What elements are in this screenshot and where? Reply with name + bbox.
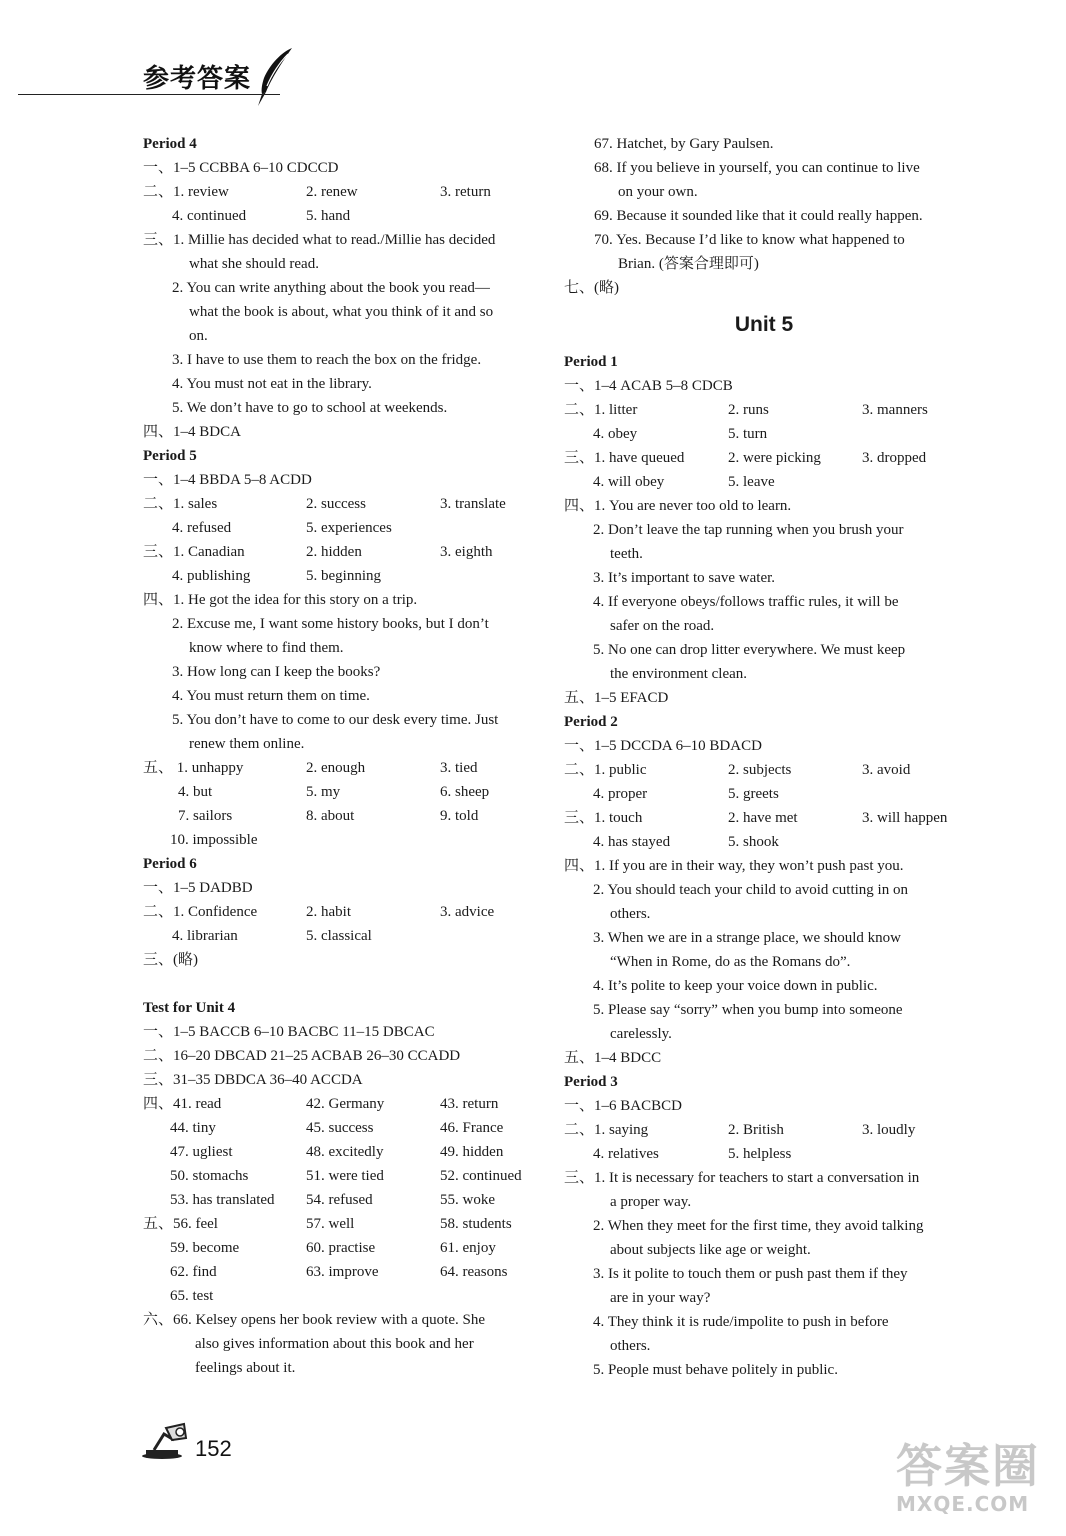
answer-line: 4. If everyone obeys/follows traffic rules, it will be	[593, 594, 899, 610]
answer-cell: 2. were picking	[728, 450, 821, 466]
answer-line: 二、16–20 DBCAD 21–25 ACBAB 26–30 CCADD	[143, 1048, 461, 1064]
answer-cell: 5. beginning	[306, 568, 381, 584]
answer-grid-row	[564, 422, 964, 446]
watermark	[896, 1440, 1056, 1530]
answer-line: 五、1–4 BDCC	[564, 1050, 662, 1066]
right-column	[564, 132, 964, 1382]
answer-line: renew them online.	[189, 736, 305, 752]
answer-cell: 3. eighth	[440, 544, 493, 560]
answer-cell: 二、1. litter	[564, 402, 638, 418]
answer-cell: 65. test	[170, 1288, 214, 1304]
answer-cell: 51. were tied	[306, 1168, 384, 1184]
answer-grid-row	[143, 756, 543, 780]
unit-heading: Unit 5	[734, 313, 794, 336]
answer-grid-row	[143, 1212, 543, 1236]
pen-icon	[252, 46, 296, 108]
answer-grid-row	[143, 900, 543, 924]
answer-grid-row	[143, 1188, 543, 1212]
answer-cell: 4. but	[178, 784, 213, 800]
answer-grid-row	[564, 1118, 964, 1142]
answer-cell: 54. refused	[306, 1192, 373, 1208]
answer-line: 一、1–4 BBDA 5–8 ACDD	[143, 472, 312, 488]
answer-grid-row	[143, 924, 543, 948]
answer-line: 一、1–5 DADBD	[143, 880, 253, 896]
answer-line: teeth.	[610, 546, 643, 562]
answer-cell: 4. has stayed	[593, 834, 671, 850]
answer-cell: 2. habit	[306, 904, 351, 920]
answer-cell: 2. runs	[728, 402, 769, 418]
answer-grid-row	[143, 1092, 543, 1116]
answer-grid-row	[143, 204, 543, 228]
answer-cell: 3. dropped	[862, 450, 927, 466]
answer-cell: 62. find	[170, 1264, 217, 1280]
answer-cell: 3. translate	[440, 496, 506, 512]
answer-cell: 4. obey	[593, 426, 638, 442]
answer-grid-row	[564, 446, 964, 470]
answer-cell: 44. tiny	[170, 1120, 216, 1136]
answer-cell: 2. enough	[306, 760, 366, 776]
answer-line: 3. Is it polite to touch them or push past them if they	[593, 1266, 908, 1282]
answer-cell: 4. relatives	[593, 1146, 659, 1162]
answer-grid-row	[143, 1116, 543, 1140]
answer-line: 5. Please say “sorry” when you bump into someone	[593, 1002, 903, 1018]
answer-cell: 2. subjects	[728, 762, 792, 778]
answer-cell: 4. publishing	[172, 568, 251, 584]
answer-cell: 五、 1. unhappy	[143, 760, 244, 776]
period-heading: Period 2	[564, 714, 618, 730]
answer-grid-row	[143, 804, 543, 828]
answer-cell: 4. proper	[593, 786, 648, 802]
answer-line: the environment clean.	[610, 666, 748, 682]
answer-line: 2. You can write anything about the book you read—	[172, 280, 490, 296]
period-heading: Period 4	[143, 136, 197, 152]
answer-line: also gives information about this book and her	[195, 1336, 474, 1352]
answer-line: 4. You must not eat in the library.	[172, 376, 372, 392]
answer-cell: 50. stomachs	[170, 1168, 249, 1184]
answer-line: 七、(略)	[564, 280, 619, 296]
period-heading: Test for Unit 4	[143, 1000, 236, 1016]
answer-cell: 4. librarian	[172, 928, 238, 944]
answer-cell: 3. return	[440, 184, 491, 200]
answer-cell: 5. experiences	[306, 520, 392, 536]
answer-line: 4. It’s polite to keep your voice down in public.	[593, 978, 878, 994]
answer-cell: 2. hidden	[306, 544, 362, 560]
answer-grid-row	[564, 470, 964, 494]
answer-line: are in your way?	[610, 1290, 711, 1306]
answer-cell: 3. will happen	[862, 810, 948, 826]
answer-cell: 59. become	[170, 1240, 240, 1256]
header-rule	[18, 94, 280, 95]
page-number: 152	[195, 1436, 232, 1461]
answer-line: about subjects like age or weight.	[610, 1242, 811, 1258]
answer-line: 三、1. It is necessary for teachers to start a conversation in	[564, 1170, 920, 1186]
answer-cell: 5. my	[306, 784, 341, 800]
answer-line: 一、1–5 DCCDA 6–10 BDACD	[564, 738, 762, 754]
answer-cell: 61. enjoy	[440, 1240, 496, 1256]
answer-cell: 四、41. read	[143, 1096, 222, 1112]
watermark-line-2: MXQE.COM	[896, 1492, 1030, 1516]
answer-line: 2. When they meet for the first time, they avoid talking	[593, 1218, 924, 1234]
answer-line: 三、(略)	[143, 952, 198, 968]
answer-line: 三、31–35 DBDCA 36–40 ACCDA	[143, 1072, 363, 1088]
period-heading: Period 6	[143, 856, 197, 872]
answer-line: 5. People must behave politely in public.	[593, 1362, 838, 1378]
answer-line: safer on the road.	[610, 618, 715, 634]
answer-line: 69. Because it sounded like that it could really happen.	[594, 208, 923, 224]
answer-line: a proper way.	[610, 1194, 692, 1210]
answer-cell: 63. improve	[306, 1264, 379, 1280]
answer-cell: 5. greets	[728, 786, 779, 802]
answer-cell: 2. renew	[306, 184, 358, 200]
answer-cell: 42. Germany	[306, 1096, 385, 1112]
answer-line: 2. Excuse me, I want some history books, but I don’t	[172, 616, 489, 632]
answer-cell: 2. success	[306, 496, 366, 512]
answer-cell: 三、1. touch	[564, 810, 643, 826]
answer-cell: 52. continued	[440, 1168, 522, 1184]
answer-cell: 5. leave	[728, 474, 775, 490]
answer-line: Brian. (答案合理即可)	[618, 256, 759, 272]
answer-line: 四、1. He got the idea for this story on a trip.	[143, 592, 418, 608]
answer-grid-row	[143, 516, 543, 540]
answer-cell: 6. sheep	[440, 784, 490, 800]
answer-cell: 53. has translated	[170, 1192, 275, 1208]
answer-cell: 5. classical	[306, 928, 372, 944]
answer-cell: 46. France	[440, 1120, 504, 1136]
answer-line: 70. Yes. Because I’d like to know what happened to	[594, 232, 905, 248]
answer-grid-row	[564, 398, 964, 422]
answer-line: 一、1–4 ACAB 5–8 CDCB	[564, 378, 733, 394]
watermark-line-1: 答案圈	[896, 1439, 1040, 1493]
answer-cell: 3. avoid	[862, 762, 911, 778]
answer-cell: 三、1. Canadian	[143, 544, 245, 560]
answer-line: what she should read.	[189, 256, 319, 272]
answer-cell: 2. British	[728, 1122, 784, 1138]
answer-cell: 55. woke	[440, 1192, 495, 1208]
answer-line: 3. How long can I keep the books?	[172, 664, 381, 680]
answer-cell: 9. told	[440, 808, 479, 824]
answer-cell: 48. excitedly	[306, 1144, 384, 1160]
answer-line: 五、1–5 EFACD	[564, 690, 669, 706]
answer-cell: 57. well	[306, 1216, 355, 1232]
answer-line: 3. It’s important to save water.	[593, 570, 776, 586]
answer-line: others.	[610, 1338, 651, 1354]
answer-line: 四、1. You are never too old to learn.	[564, 498, 792, 514]
period-heading: Period 5	[143, 448, 197, 464]
answer-line: 一、1–5 BACCB 6–10 BACBC 11–15 DBCAC	[143, 1024, 435, 1040]
answer-line: 六、66. Kelsey opens her book review with a quote. She	[143, 1312, 486, 1328]
answer-cell: 60. practise	[306, 1240, 376, 1256]
page-header-title: 参考答案	[143, 64, 252, 94]
answer-grid-row	[143, 564, 543, 588]
answer-cell: 5. hand	[306, 208, 351, 224]
answer-grid-row	[564, 830, 964, 854]
answer-line: 3. I have to use them to reach the box on the fridge.	[172, 352, 482, 368]
answer-grid-row	[143, 1260, 543, 1284]
answer-cell: 10. impossible	[170, 832, 258, 848]
answer-line: 68. If you believe in yourself, you can continue to live	[594, 160, 920, 176]
answer-grid-row	[143, 1236, 543, 1260]
answer-cell: 二、1. Confidence	[143, 904, 258, 920]
answer-cell: 二、1. review	[143, 184, 229, 200]
period-heading: Period 1	[564, 354, 618, 370]
answer-line: 3. When we are in a strange place, we should know	[593, 930, 901, 946]
answer-line: 一、1–5 CCBBA 6–10 CDCCD	[143, 160, 339, 176]
answer-cell: 8. about	[306, 808, 355, 824]
answer-grid-row	[143, 828, 543, 852]
answer-grid-row	[143, 1284, 543, 1308]
answer-line: 四、1. If you are in their way, they won’t push past you.	[564, 858, 904, 874]
left-column	[143, 132, 543, 1380]
answer-cell: 五、56. feel	[143, 1216, 218, 1232]
answer-cell: 64. reasons	[440, 1264, 508, 1280]
answer-cell: 3. loudly	[862, 1122, 916, 1138]
answer-line: 4. They think it is rude/impolite to push in before	[593, 1314, 889, 1330]
answer-line: “When in Rome, do as the Romans do”.	[610, 954, 851, 970]
answer-line: know where to find them.	[189, 640, 344, 656]
period-heading: Period 3	[564, 1074, 618, 1090]
answer-cell: 三、1. have queued	[564, 450, 685, 466]
answer-grid-row	[564, 758, 964, 782]
answer-line: 2. Don’t leave the tap running when you brush your	[593, 522, 904, 538]
answer-cell: 5. shook	[728, 834, 779, 850]
answer-grid-row	[143, 780, 543, 804]
answer-grid-row	[143, 1164, 543, 1188]
answer-grid-row	[564, 1142, 964, 1166]
answer-cell: 4. will obey	[593, 474, 665, 490]
answer-grid-row	[564, 806, 964, 830]
answer-cell: 7. sailors	[178, 808, 233, 824]
answer-cell: 3. manners	[862, 402, 928, 418]
section-spacer	[143, 972, 543, 996]
desk-lamp-icon	[140, 1420, 192, 1460]
answer-line: what the book is about, what you think of it and so	[189, 304, 494, 320]
answer-cell: 4. continued	[172, 208, 247, 224]
answer-cell: 5. turn	[728, 426, 768, 442]
answer-grid-row	[564, 782, 964, 806]
answer-cell: 45. success	[306, 1120, 374, 1136]
answer-cell: 47. ugliest	[170, 1144, 233, 1160]
answer-line: 5. You don’t have to come to our desk every time. Just	[172, 712, 499, 728]
answer-line: 2. You should teach your child to avoid cutting in on	[593, 882, 908, 898]
answer-cell: 二、1. saying	[564, 1122, 649, 1138]
answer-cell: 二、1. public	[564, 762, 647, 778]
answer-grid-row	[143, 180, 543, 204]
answer-line: 三、1. Millie has decided what to read./Millie has decided	[143, 232, 496, 248]
answer-line: on your own.	[618, 184, 698, 200]
answer-grid-row	[143, 492, 543, 516]
answer-line: others.	[610, 906, 651, 922]
answer-line: 一、1–6 BACBCD	[564, 1098, 682, 1114]
answer-cell: 4. refused	[172, 520, 232, 536]
answer-line: 四、1–4 BDCA	[143, 424, 241, 440]
answer-cell: 5. helpless	[728, 1146, 792, 1162]
answer-cell: 58. students	[440, 1216, 512, 1232]
answer-grid-row	[143, 1140, 543, 1164]
answer-line: 4. You must return them on time.	[172, 688, 370, 704]
answer-line: 67. Hatchet, by Gary Paulsen.	[594, 136, 774, 152]
answer-cell: 49. hidden	[440, 1144, 504, 1160]
answer-line: carelessly.	[610, 1026, 672, 1042]
answer-line: on.	[189, 328, 208, 344]
answer-cell: 二、1. sales	[143, 496, 218, 512]
answer-cell: 2. have met	[728, 810, 798, 826]
answer-line: feelings about it.	[195, 1360, 296, 1376]
answer-line: 5. No one can drop litter everywhere. We must keep	[593, 642, 906, 658]
answer-line: 5. We don’t have to go to school at weekends.	[172, 400, 448, 416]
answer-cell: 3. tied	[440, 760, 478, 776]
answer-cell: 43. return	[440, 1096, 499, 1112]
answer-grid-row	[143, 540, 543, 564]
answer-cell: 3. advice	[440, 904, 495, 920]
